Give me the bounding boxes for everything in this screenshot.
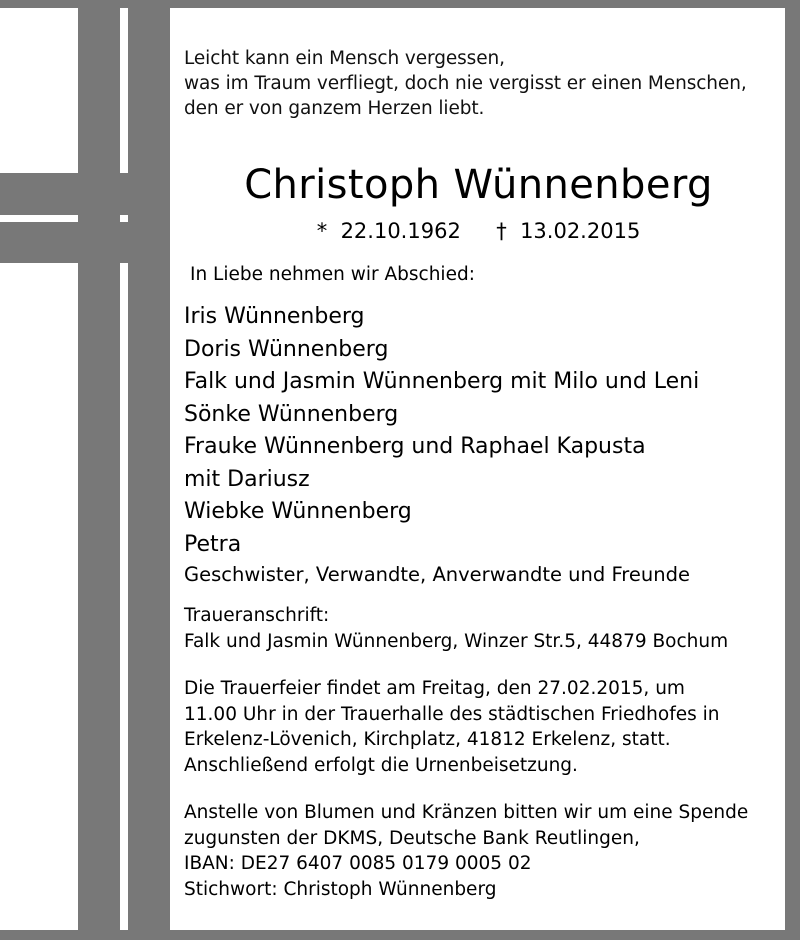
birth-date: 22.10.1962: [340, 219, 461, 243]
donation-iban: IBAN: DE27 6407 0085 0179 0005 02: [184, 853, 532, 874]
frame-top-border: [0, 0, 800, 8]
verse-line-1: Leicht kann ein Mensch vergessen,: [184, 48, 505, 69]
donation-line: zugunsten der DKMS, Deutsche Bank Reutlingen,: [184, 827, 640, 849]
donation-block: [184, 800, 773, 902]
funeral-ceremony-block: [184, 676, 773, 778]
farewell-heading: In Liebe nehmen wir Abschied:: [190, 264, 475, 285]
mourner-line: Sönke Wünnenberg: [184, 401, 399, 427]
ceremony-line: Erkelenz-Lövenich, Kirchplatz, 41812 Erkelenz, statt.: [184, 729, 671, 750]
notice-card-content: [170, 8, 785, 902]
mourner-line: Iris Wünnenberg: [184, 304, 365, 329]
verse-line-3: den er von ganzem Herzen liebt.: [184, 98, 485, 119]
cross-vertical-bar-right: [128, 0, 170, 940]
mourner-line: Frauke Wünnenberg und Raphael Kapusta: [184, 434, 646, 459]
donation-reference: Stichwort: Christoph Wünnenberg: [184, 878, 497, 900]
life-dates: [184, 217, 773, 245]
mourner-line: mit Dariusz: [184, 466, 310, 492]
mourner-line: Wiebke Wünnenberg: [184, 499, 412, 524]
ceremony-line: Die Trauerfeier findet am Freitag, den 27.02.2015, um: [184, 678, 685, 699]
death-symbol: †: [496, 219, 507, 243]
notice-card: [170, 8, 785, 922]
birth-symbol: *: [316, 219, 328, 243]
mourning-address-value: Falk und Jasmin Wünnenberg, Winzer Str.5, 44879 Bochum: [184, 630, 729, 652]
mourner-line: Petra: [184, 531, 242, 557]
mourning-address-block: [184, 603, 773, 654]
ceremony-line: 11.00 Uhr in der Trauerhalle des städtischen Friedhofes in: [184, 703, 720, 725]
mourner-line: Geschwister, Verwandte, Anverwandte und Freunde: [184, 563, 690, 586]
mourner-line: Doris Wünnenberg: [184, 336, 389, 362]
cross-vertical-bar-left: [78, 0, 120, 940]
death-date: 13.02.2015: [520, 219, 641, 243]
verse-line-2: was im Traum verfliegt, doch nie vergisst er einen Menschen,: [184, 73, 747, 94]
mourners-list: [184, 301, 773, 589]
ceremony-line: Anschließend erfolgt die Urnenbeisetzung.: [184, 754, 578, 776]
deceased-name: Christoph Wünnenberg: [244, 162, 713, 208]
donation-line: Anstelle von Blumen und Kränzen bitten wir um eine Spende: [184, 802, 749, 823]
frame-right-border: [785, 0, 800, 940]
mourning-address-label: Traueranschrift:: [184, 605, 330, 626]
memorial-verse: [184, 8, 773, 121]
frame-bottom-border: [0, 930, 800, 940]
mourner-line: Falk und Jasmin Wünnenberg mit Milo und Leni: [184, 369, 700, 394]
